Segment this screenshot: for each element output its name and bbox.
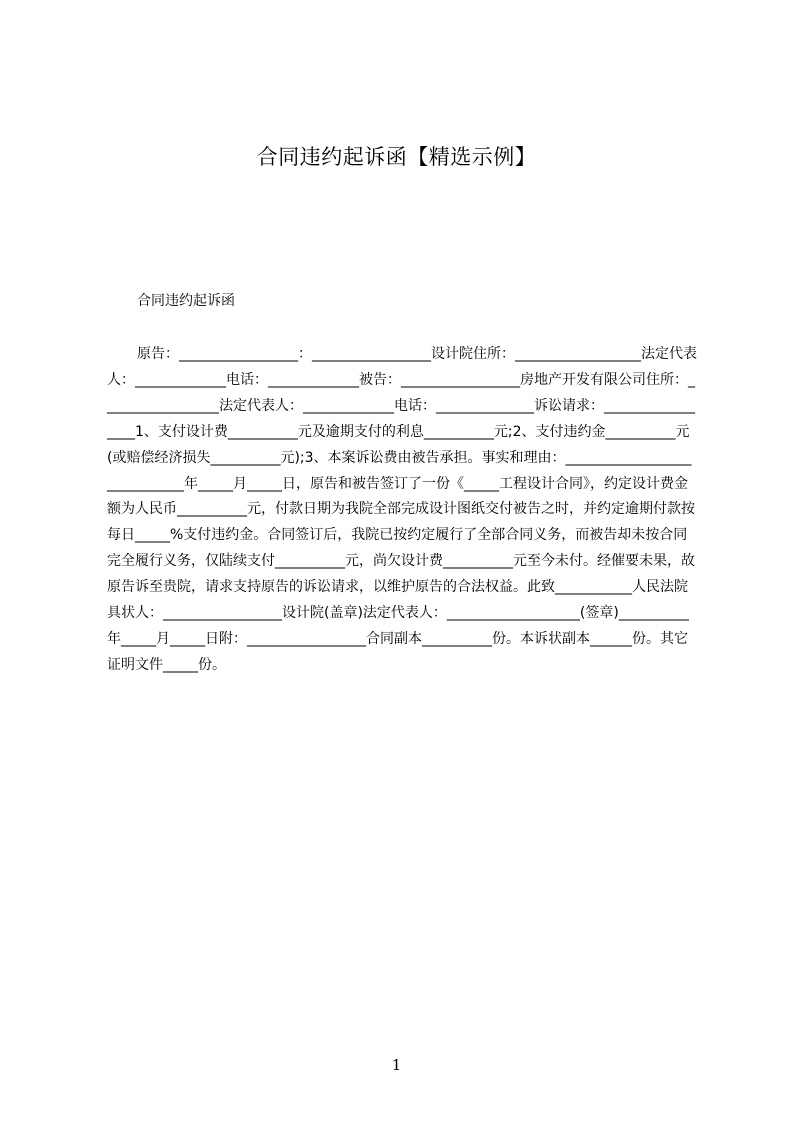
document-body-text: 原告：_________________：_________________设计院住所：__________________法定代表人：_____________电话：_____________被告：_________________房地产开发有限公司住所：_________________法定代表人：_____________电话：______________诉讼请求：_________________1、支付设计费__________元及逾期支付的利息__________元;2、支付违约金__________元(或赔偿经济损失__________元);3、本案诉讼费由被告承担。事实和理由：_____________________________年_____月_____日，原告和被告签订了一份《_____工程设计合同》，约定设计费金额为人民币__________元，付款日期为我院全部完成设计图纸交付被告之时，并约定逾期付款按每日_____%支付违约金。合同签订后，我院已按约定履行了全部合同义务，而被告却未按合同完全履行义务，仅陆续支付__________元，尚欠设计费__________元至今未付。经催要未果，故原告诉至贵院，请求支持原告的诉讼请求，以维护原告的合法权益。此致___________人民法院具状人：_________________设计院(盖章)法定代表人：___________________(签章)__________年_____月_____日附：_________________合同副本__________份。本诉状副本______份。其它证明文件_____份。	[107, 346, 697, 673]
document-title: 合同违约起诉函【精选示例】	[256, 145, 537, 169]
document-body	[107, 342, 698, 679]
page-number: 1	[391, 1056, 402, 1074]
document-subtitle: 合同违约起诉函	[137, 293, 235, 309]
